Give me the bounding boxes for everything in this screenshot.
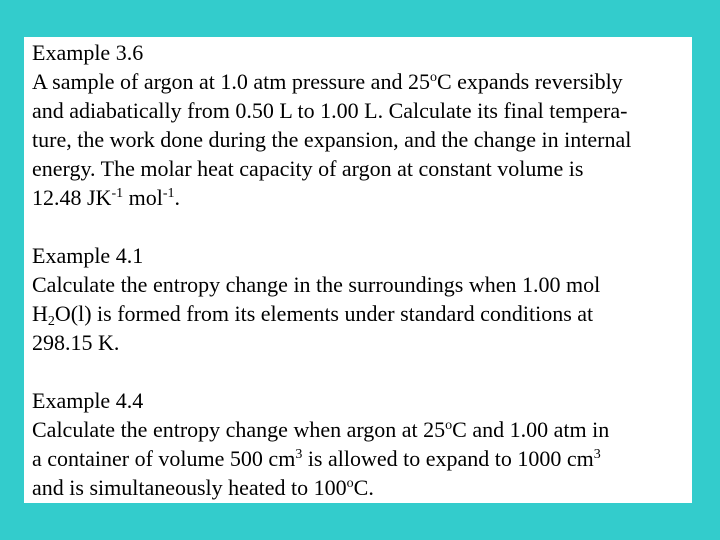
- example-text-line: a container of volume 500 $cm^3$ is allowed to expand to 1000 $cm^3$: [32, 446, 601, 471]
- example-text-line: and adiabatically from 0.50 L to 1.00 L. Calculate its final tempera-: [32, 98, 628, 123]
- degree-symbol: o: [445, 418, 453, 433]
- example-text-line: A sample of argon at 1.0 atm pressure and 25$^o$C expands reversibly: [32, 69, 623, 94]
- example-heading: Example 3.6: [32, 40, 144, 65]
- spacer: [32, 357, 692, 386]
- example-text-line: ture, the work done during the expansion, and the change in internal: [32, 127, 632, 152]
- example-text-line: Calculate the entropy change in the surroundings when 1.00 mol: [32, 272, 601, 297]
- degree-symbol: o: [346, 476, 354, 491]
- exponent: 3: [295, 447, 303, 462]
- exponent: 3: [593, 447, 601, 462]
- example-heading: Example 4.4: [32, 388, 144, 413]
- example-text-line: energy. The molar heat capacity of argon at constant volume is: [32, 156, 584, 181]
- exponent: -1: [162, 186, 175, 201]
- exponent: -1: [111, 186, 124, 201]
- example-text-line: 298.15 K.: [32, 330, 120, 355]
- example-text-line: and is simultaneously heated to 100$^o$C.: [32, 475, 374, 500]
- degree-symbol: o: [429, 70, 437, 85]
- example-text-line: $H_2O(l)$ is formed from its elements under standard conditions at: [32, 301, 594, 329]
- example-text-line: 12.48 $JK^{-1}$ mol$^{-1}$.: [32, 185, 181, 210]
- examples-text: [32, 38, 692, 502]
- subscript: 2: [47, 314, 55, 329]
- example-heading: Example 4.1: [32, 243, 144, 268]
- example-text-line: Calculate the entropy change when argon at 25$^o$C and 1.00 atm in: [32, 417, 610, 442]
- spacer: [32, 212, 692, 241]
